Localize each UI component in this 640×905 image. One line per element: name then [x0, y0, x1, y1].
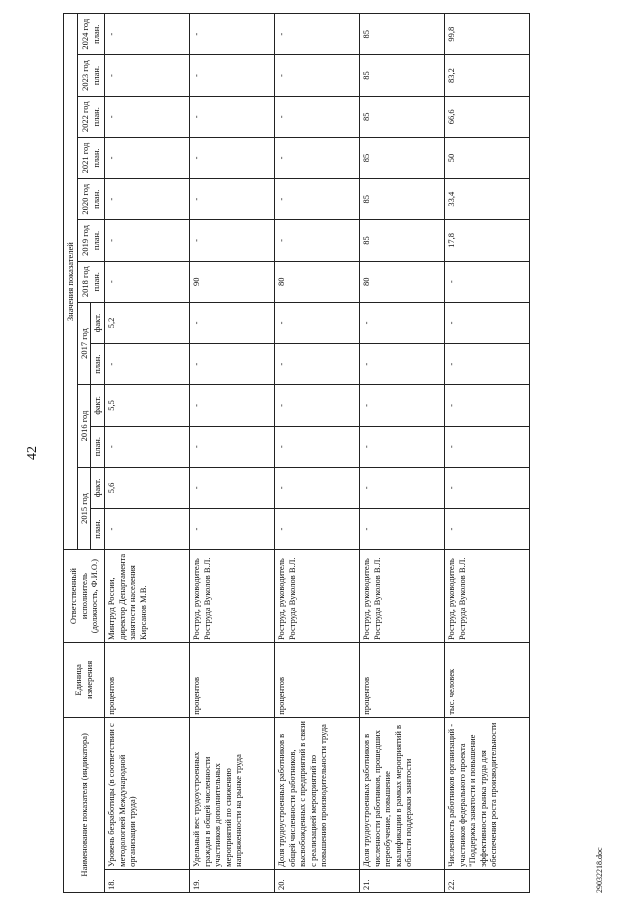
value-cell: - — [274, 13, 359, 54]
value-cell: - — [104, 426, 189, 467]
row-responsible: Роструд, руководитель Роструда Вуколов В.Л. — [274, 549, 359, 642]
header-2019: 2019 год план. — [77, 219, 104, 260]
row-unit: процентов — [189, 642, 274, 717]
value-cell: 80 — [359, 261, 444, 302]
row-number: 22. — [444, 869, 529, 892]
value-cell: - — [359, 343, 444, 384]
value-cell: - — [189, 13, 274, 54]
row-name: Уровень безработицы (в соответствии с методологией Международной организации труда) — [104, 717, 189, 869]
value-cell: - — [444, 343, 529, 384]
value-cell: 5,5 — [104, 384, 189, 425]
value-cell: - — [104, 343, 189, 384]
page-number: 42 — [25, 445, 40, 460]
value-cell: - — [104, 219, 189, 260]
header-plan: план. — [91, 343, 105, 384]
value-cell: - — [104, 54, 189, 95]
header-fact: факт. — [91, 467, 105, 508]
document-reference: 29032218.doc — [595, 846, 604, 893]
header-plan: план. — [91, 508, 105, 549]
value-cell: 85 — [359, 219, 444, 260]
table-row — [274, 13, 359, 892]
row-responsible: Роструд, руководитель Роструда Вуколов В.Л. — [444, 549, 529, 642]
header-2023: 2023 год план. — [77, 54, 104, 95]
header-2016: 2016 год — [77, 384, 91, 466]
value-cell: - — [359, 384, 444, 425]
value-cell: 85 — [359, 13, 444, 54]
value-cell: 85 — [359, 54, 444, 95]
value-cell: - — [444, 508, 529, 549]
header-2022: 2022 год план. — [77, 96, 104, 137]
value-cell: - — [274, 384, 359, 425]
value-cell: - — [274, 137, 359, 178]
row-unit: процентов — [359, 642, 444, 717]
row-number: 18. — [104, 869, 189, 892]
value-cell: - — [444, 261, 529, 302]
header-2018: 2018 год план. — [77, 261, 104, 302]
value-cell: 85 — [359, 178, 444, 219]
value-cell: - — [359, 508, 444, 549]
value-cell: - — [189, 302, 274, 343]
value-cell: - — [189, 178, 274, 219]
row-unit: процентов — [274, 642, 359, 717]
value-cell: - — [274, 219, 359, 260]
row-name: Удельный вес трудоустроенных граждан в общей численности участников дополнительных мероприятий по снижению напряженности на рынке труда — [189, 717, 274, 869]
row-name: Доля трудоустроенных работников в численности работников, прошедших переобучение, повышение квалификации в рамках мероприятий в области поддержки занятости — [359, 717, 444, 869]
value-cell: - — [189, 467, 274, 508]
value-cell: - — [359, 302, 444, 343]
value-cell: - — [104, 261, 189, 302]
row-number: 19. — [189, 869, 274, 892]
value-cell: - — [104, 178, 189, 219]
value-cell: - — [274, 508, 359, 549]
value-cell: - — [274, 467, 359, 508]
header-fact: факт. — [91, 384, 105, 425]
header-values: Значения показателей — [64, 13, 78, 549]
value-cell: 50 — [444, 137, 529, 178]
header-2020: 2020 год план. — [77, 178, 104, 219]
row-name: Численность работников организаций - участников федерального проекта "Поддержка занятости и повышение эффективности рынка труда для обеспечения роста производительности — [444, 717, 529, 869]
value-cell: - — [444, 302, 529, 343]
table-row — [189, 13, 274, 892]
row-unit: процентов — [104, 642, 189, 717]
value-cell: 33,4 — [444, 178, 529, 219]
row-responsible: Минтруд России, директор Департамента занятости населения Кирсанов М.В. — [104, 549, 189, 642]
value-cell: 5,2 — [104, 302, 189, 343]
value-cell: - — [444, 467, 529, 508]
value-cell: - — [444, 426, 529, 467]
row-number: 20. — [274, 869, 359, 892]
row-responsible: Роструд, руководитель Роструда Вуколов В.Л. — [189, 549, 274, 642]
header-responsible: Ответственный исполнитель (должность, Ф.И.О.) — [64, 549, 105, 642]
value-cell: - — [189, 54, 274, 95]
value-cell: 5,6 — [104, 467, 189, 508]
value-cell: - — [359, 426, 444, 467]
value-cell: 85 — [359, 137, 444, 178]
value-cell: - — [189, 426, 274, 467]
header-2024: 2024 год план. — [77, 13, 104, 54]
value-cell: - — [274, 343, 359, 384]
value-cell: - — [189, 219, 274, 260]
row-unit: тыс. человек — [444, 642, 529, 717]
value-cell: 17,8 — [444, 219, 529, 260]
value-cell: - — [274, 96, 359, 137]
value-cell: - — [189, 343, 274, 384]
value-cell: - — [104, 137, 189, 178]
indicators-table — [63, 13, 530, 893]
value-cell: 85 — [359, 96, 444, 137]
header-unit: Единица измерения — [64, 642, 105, 717]
header-2021: 2021 год план. — [77, 137, 104, 178]
value-cell: 80 — [274, 261, 359, 302]
value-cell: 99,8 — [444, 13, 529, 54]
table-row — [444, 13, 529, 892]
value-cell: - — [189, 96, 274, 137]
row-responsible: Роструд, руководитель Роструда Вуколов В.Л. — [359, 549, 444, 642]
value-cell: - — [274, 302, 359, 343]
value-cell: 83,2 — [444, 54, 529, 95]
value-cell: - — [274, 178, 359, 219]
value-cell: - — [104, 13, 189, 54]
value-cell: - — [274, 54, 359, 95]
value-cell: - — [444, 384, 529, 425]
value-cell: - — [189, 137, 274, 178]
value-cell: - — [274, 426, 359, 467]
value-cell: - — [104, 96, 189, 137]
value-cell: - — [104, 508, 189, 549]
value-cell: - — [189, 508, 274, 549]
value-cell: 90 — [189, 261, 274, 302]
table-row — [104, 13, 189, 892]
header-2017: 2017 год — [77, 302, 91, 384]
value-cell: - — [359, 467, 444, 508]
header-2015: 2015 год — [77, 467, 91, 549]
header-plan: план. — [91, 426, 105, 467]
header-name: Наименование показателя (индикатора) — [64, 717, 105, 892]
value-cell: 66,6 — [444, 96, 529, 137]
rotated-page — [25, 13, 615, 893]
row-number: 21. — [359, 869, 444, 892]
value-cell: - — [189, 384, 274, 425]
header-fact: факт. — [91, 302, 105, 343]
table-row — [359, 13, 444, 892]
row-name: Доля трудоустроенных работников в общей численности работников, высвобожденных с предприятий в связи с реализацией мероприятий по повышению производительности труда — [274, 717, 359, 869]
